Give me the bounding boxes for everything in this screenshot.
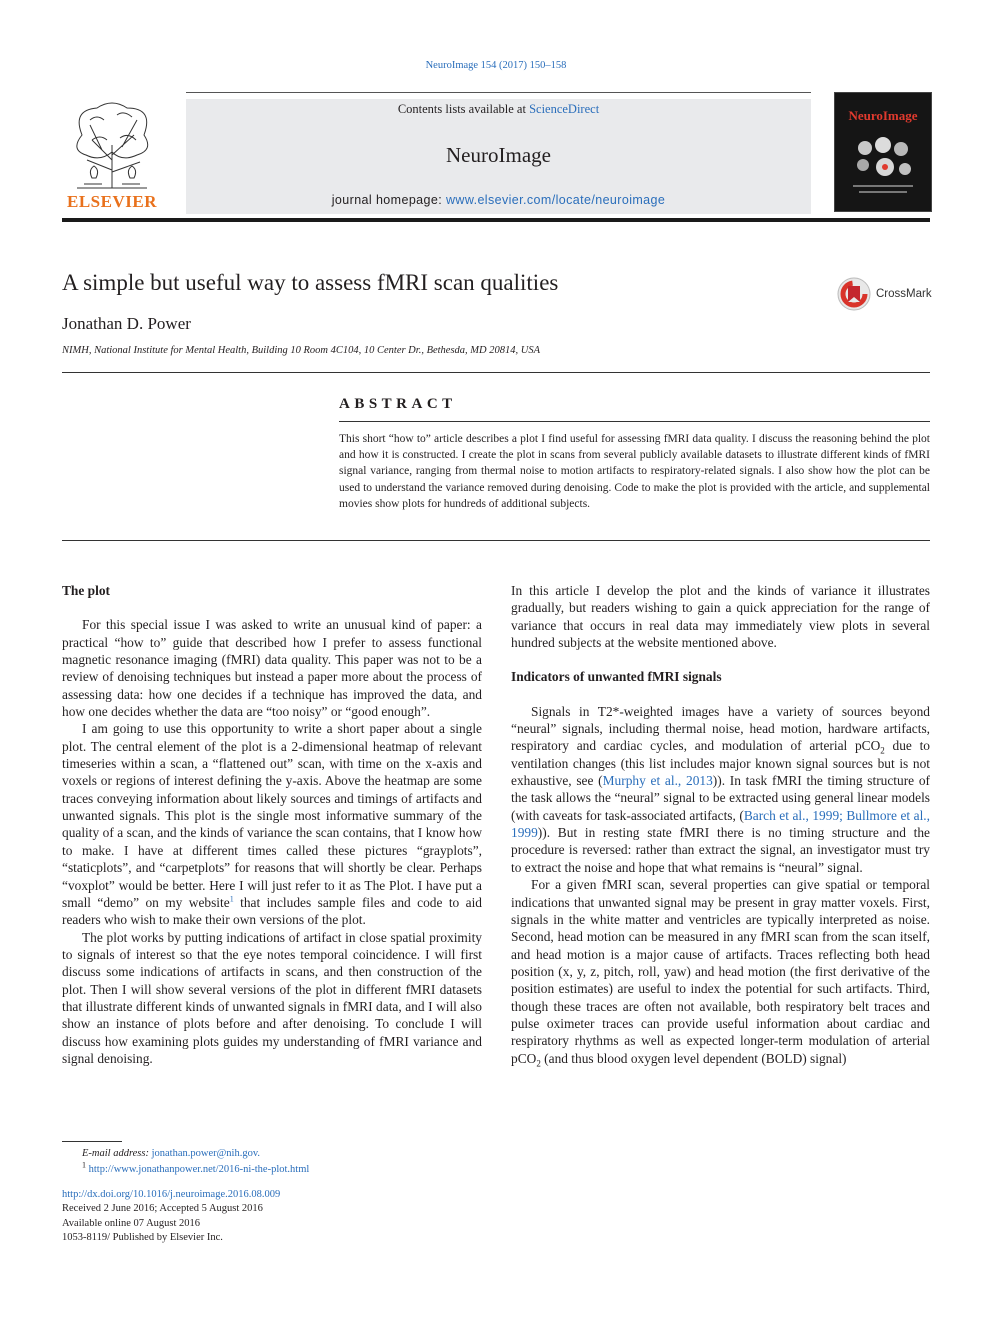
- title-divider: [62, 372, 930, 373]
- paragraph-text: )). But in resting state fMRI there is no timing structure and the procedure is reversed: rather than extract the signal, an investigator must try to extract the noise and hope that what remains is “neural” signal.: [511, 825, 930, 875]
- journal-name: NeuroImage: [446, 143, 551, 167]
- journal-homepage: [186, 193, 811, 207]
- journal-cover-image: [834, 92, 932, 212]
- paragraph-text: due to ventilation changes (this list includes major known signal sources but is not exhaustive, see (: [511, 738, 930, 789]
- masthead-top-rule: [186, 92, 811, 93]
- paragraph: In this article I develop the plot and the kinds of variance it illustrates gradually, but readers wishing to gain a quick appreciation for the range of variance that occurs in real data may immediately view plots in several hundred subjects at the website mentioned above.: [511, 583, 930, 651]
- subscript: 2: [536, 1058, 541, 1069]
- subscript: 2: [880, 746, 885, 757]
- footnote-1: [62, 1162, 482, 1178]
- paragraph: [511, 703, 930, 876]
- sciencedirect-link[interactable]: ScienceDirect: [529, 102, 600, 116]
- article-title: A simple but useful way to assess fMRI scan qualities: [62, 270, 559, 295]
- paragraph: The plot works by putting indications of artifact in close spatial proximity to signals of interest so that the eye notes temporal coincidence. I will first discuss some indications of artifacts in scans, and then construction of the plot. Then I will show several versions of the plot in different fMRI datasets that illustrate different kinds of unwanted signals in fMRI data, and I will also show an instance of plots before and after denoising. To conclude I will discuss how examining plots guides my understanding of fMRI variance and signal denoising.: [62, 929, 482, 1066]
- email-footnote: [62, 1146, 482, 1162]
- paragraph: [62, 720, 482, 928]
- paragraph-text: that includes sample files and code to aid readers who wish to make their own versions of the plot.: [62, 894, 483, 928]
- elsevier-wordmark: ELSEVIER: [67, 192, 157, 211]
- homepage-link[interactable]: www.elsevier.com/locate/neuroimage: [445, 193, 666, 207]
- contents-line: [186, 102, 811, 117]
- section-heading-indicators: Indicators of unwanted fMRI signals: [511, 669, 722, 685]
- footnote-1-mark: 1: [82, 1160, 86, 1170]
- section-heading-the-plot: The plot: [62, 583, 110, 598]
- abstract-divider: [62, 540, 930, 541]
- citation-link-murphy[interactable]: Murphy et al., 2013: [602, 773, 713, 789]
- crossmark-badge[interactable]: [836, 276, 932, 312]
- journal-reference-link[interactable]: NeuroImage 154 (2017) 150–158: [425, 60, 567, 71]
- footnote-1-ref[interactable]: 1: [229, 894, 234, 904]
- elsevier-logo: [62, 100, 162, 212]
- abstract-heading: ABSTRACT: [339, 396, 457, 412]
- crossmark-icon: [836, 276, 872, 312]
- issn-publisher: 1053-8119/ Published by Elsevier Inc.: [62, 1231, 223, 1243]
- available-online: Available online 07 August 2016: [62, 1217, 201, 1229]
- paragraph-text: I am going to use this opportunity to write a short paper about a single plot. The central element of the plot is a 2-dimensional heatmap of relevant timeseries within a scan, a “flattened out” scan, with time on the x-axis and voxels or regions of interest defining the y-axis. Above the heatmap are some traces conveying information about likely sources and timings of artifacts and unwanted signals. This plot is the single most informative summary of the quality of a scan, and the kinds of variance the scan contains, that I know how to make. I have at different times called these pictures “grayplots”, “staticplots”, and “carpetplots” for reasons that will shortly be clear. Perhaps “voxplot” would be better. Here I will just refer to it as The Plot. I have put a small “demo” on my website: [62, 721, 482, 910]
- footnote-rule: [62, 1141, 122, 1142]
- abstract-text: This short “how to” article describes a plot I find useful for assessing fMRI data quality. I discuss the reasoning behind the plot and how it is constructed. I create the plot in scans from several publicly available datasets to illustrate different kinds of fMRI signal variance, ranging from thermal noise to motion artifacts to respiratory-related signals. I also show how the plot can be used to understand the variance removed during denoising. Code to make the plot is provided with the article, and supplemental movies show plots for hundreds of additional subjects.: [339, 433, 930, 510]
- elsevier-tree-icon: [62, 100, 162, 190]
- left-column: [62, 582, 482, 1067]
- paragraph: For this special issue I was asked to write an unusual kind of paper: a practical “how to” guide that described how I prefer to assess functional magnetic resonance imaging (fMRI) data quality. This paper was not to be a review of denoising techniques but instead a paper more about the process of assessing data: how one decides if a technique has improved the data, and how one decides whether the data are “too noisy” or “good enough”.: [62, 617, 482, 720]
- author-name: Jonathan D. Power: [62, 314, 191, 333]
- author-affiliation: NIMH, National Institute for Mental Health, Building 10 Room 4C104, 10 Center Dr., Bethesda, MD 20814, USA: [62, 345, 541, 356]
- email-label: E-mail address:: [82, 1148, 149, 1159]
- doi-link[interactable]: http://dx.doi.org/10.1016/j.neuroimage.2016.08.009: [62, 1189, 281, 1200]
- homepage-label: journal homepage:: [331, 193, 446, 207]
- crossmark-label: CrossMark: [876, 288, 932, 300]
- abstract-rule: [339, 421, 930, 422]
- cover-brain-images-icon: [835, 93, 931, 211]
- email-link[interactable]: jonathan.power@nih.gov.: [151, 1148, 261, 1159]
- citation-link-barch-bullmore[interactable]: Barch et al., 1999; Bullmore et al., 1999: [511, 807, 930, 841]
- paragraph: [511, 876, 930, 1067]
- paragraph-text: (and thus blood oxygen level dependent (BOLD) signal): [540, 1050, 847, 1066]
- right-column: [511, 582, 930, 1067]
- paragraph-text: For a given fMRI scan, several properties can give spatial or temporal indications that unwanted signal may be present in gray matter voxels. First, signals in the white matter and ventricles are typically interpreted as noise. Second, head motion can be measured in any fMRI scan from the scan itself, and head motion is a major cause of artifacts. Traces reflecting both head position (x, y, z, pitch, roll, yaw) and head motion (the first derivative of the position estimates) are useful to index the potential for such artifacts. Third, though these traces are often not available, both respiratory belt traces and pulse oximeter traces can provide useful information about cardiac and respiratory rhythms as well as expected longer-term modulation of arterial pCO: [511, 877, 930, 1066]
- footnotes: [62, 1146, 482, 1178]
- contents-prefix: Contents lists available at: [397, 102, 530, 116]
- footnote-1-url[interactable]: http://www.jonathanpower.net/2016-ni-the-plot.html: [88, 1164, 310, 1175]
- article-info-footer: [62, 1188, 482, 1245]
- received-dates: Received 2 June 2016; Accepted 5 August 2016: [62, 1203, 263, 1215]
- paragraph-text: Signals in T2*-weighted images have a variety of sources beyond “neural” signals, including thermal noise, head motion, hardware artifacts, respiratory and cardiac cycles, and modulation of arterial pCO: [511, 703, 930, 754]
- paragraph-text: )). In task fMRI the timing structure of the task allows the “neural” signal to be extracted using general linear models (with caveats for task-associated artifacts, (: [511, 773, 930, 823]
- header-heavy-rule: [62, 218, 930, 222]
- cover-title: NeuroImage: [848, 108, 918, 123]
